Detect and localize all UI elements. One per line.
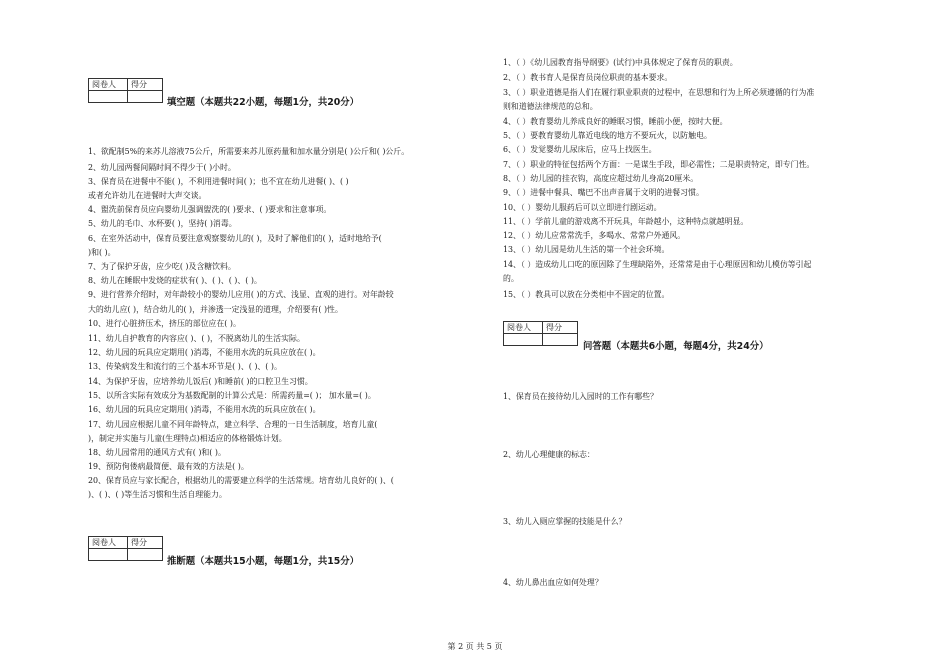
judge-line: 2、（ ）教书育人是保育员岗位职责的基本要求。: [503, 73, 673, 82]
fill-line: 20、保育员应与家长配合，根据幼儿的需要建立科学的生活常规。培育幼儿良好的( )、(: [88, 476, 394, 485]
judge-line: 10、（ ）婴幼儿服药后可以立即进行剧运动。: [503, 203, 662, 212]
judge-line: 11、（ ）学前儿童的游戏离不开玩具，年龄越小，这种特点就越明显。: [503, 217, 749, 226]
fill-line: 12、幼儿园的玩具应定期用( )消毒，不能用水洗的玩具应放在( )。: [88, 348, 321, 357]
fill-line: 10、进行心脏挤压术，挤压的部位应在( )。: [88, 319, 241, 328]
page-number: 第 2 页 共 5 页: [447, 642, 503, 651]
judge-line: 3、（ ）职业道德是指人们在履行职业职责的过程中，在思想和行为上所必须遵循的行为准: [503, 88, 815, 97]
grader-cell: [89, 91, 128, 103]
fill-line: 6、在室外活动中，保育员要注意观察婴幼儿的( )，及时了解他们的( )，适时地给予(: [88, 234, 382, 243]
qa-question: 3、幼儿入厕应掌握的技能是什么？: [503, 517, 627, 526]
fill-line: 大的幼儿应( )，结合幼儿的( )，并渗透一定浅显的道理，介绍要有( )性。: [88, 305, 343, 314]
judge-line: 14、（ ）造成幼儿口吃的原因除了生理缺陷外，还常常是由于心理原因和幼儿模仿等引起: [503, 260, 812, 269]
judge-line: 9、（ ）进餐中餐具、嘴巴不出声音属于文明的进餐习惯。: [503, 188, 704, 197]
fill-line: 13、传染病发生和流行的三个基本环节是( )、( )、( )。: [88, 362, 282, 371]
fill-line: 15、以所含实际有效成分为基数配制的计算公式是：所需药量=( )； 加水量=( )。: [88, 391, 376, 400]
score-cell: [128, 549, 163, 561]
judge-line: 13、（ ）幼儿园是幼儿生活的第一个社会环境。: [503, 245, 670, 254]
fill-section-title: 填空题（本题共22小题，每题1分，共20分）: [167, 97, 359, 108]
fill-line: 4、盥洗前保育员应向婴幼儿强调盥洗的( )要求、( )要求和注意事项。: [88, 205, 332, 214]
fill-line: 16、幼儿园的玩具应定期用( )消毒，不能用水洗的玩具应放在( )。: [88, 405, 321, 414]
fill-line: )，制定并实施与儿童(生理特点)相适应的体格锻炼计划。: [88, 434, 287, 443]
fill-line: )、( )、( )等生活习惯和生活自理能力。: [88, 490, 227, 499]
fill-line: 1、欲配制5%的来苏儿溶液75公斤，所需要来苏儿原药量和加水量分别是( )公斤和( )公斤。: [88, 147, 410, 156]
judge-line: 7、（ ）职业的特征包括两个方面：一是谋生手段，即必需性；二是职责特定，即专门性。: [503, 160, 815, 169]
grader-label: 阅卷人: [89, 79, 128, 91]
fill-line: 9、进行营养介绍时，对年龄较小的婴幼儿应用( )的方式、浅显、直观的进行。对年龄较: [88, 290, 394, 299]
fill-line: )和( )。: [88, 248, 116, 257]
fill-line: 18、幼儿园常用的通风方式有( )和( )。: [88, 448, 226, 457]
grader-label: 阅卷人: [89, 537, 128, 549]
score-label: 得分: [543, 322, 578, 334]
score-box-qa: [503, 321, 578, 346]
grader-cell: [504, 334, 543, 346]
grader-label: 阅卷人: [504, 322, 543, 334]
fill-line: 14、为保护牙齿，应培养幼儿饭后( )和睡前( )的口腔卫生习惯。: [88, 377, 313, 386]
qa-section-title: 问答题（本题共6小题，每题4分，共24分）: [583, 341, 769, 352]
qa-question: 1、保育员在接待幼儿入园时的工作有哪些？: [503, 392, 658, 401]
judge-line: 1、（ ）《幼儿园教育指导纲要》(试行)中具体规定了保育员的职责。: [503, 58, 738, 67]
judge-line: 8、（ ）幼儿园的挂衣钩，高度应超过幼儿身高20厘米。: [503, 174, 699, 183]
judge-line: 12、（ ）幼儿应常常洗手，多喝水、常常户外通风。: [503, 231, 686, 240]
fill-line: 2、幼儿园两餐间隔时间不得少于( )小时。: [88, 163, 236, 172]
score-label: 得分: [128, 79, 163, 91]
fill-line: 11、幼儿自护教育的内容应( )、( )，不脱离幼儿的生活实际。: [88, 334, 305, 343]
score-box-judge: [88, 536, 163, 561]
fill-line: 3、保育员在进餐中不能( )，不利用进餐时间( )；也不宜在幼儿进餐( )、( ): [88, 177, 349, 186]
score-box-fill: [88, 78, 163, 103]
fill-line: 8、幼儿在睡眠中发烧的症状有( )、( )、( )、( )。: [88, 276, 262, 285]
fill-line: 5、幼儿的毛巾、水杯要( )，坚持( )消毒。: [88, 219, 237, 228]
judge-line: 6、（ ）发觉婴幼儿尿床后，应马上找医生。: [503, 145, 657, 154]
fill-line: 19、预防佝偻病最简便、最有效的方法是( )。: [88, 462, 249, 471]
score-cell: [128, 91, 163, 103]
fill-line: 17、幼儿园应根据儿童不同年龄特点，建立科学、合理的一日生活制度，培育儿童(: [88, 420, 378, 429]
judge-line: 4、（ ）教育婴幼儿养成良好的睡眠习惯，睡前小便，按时大便。: [503, 117, 728, 126]
judge-line: 的。: [503, 274, 519, 283]
qa-question: 4、幼儿鼻出血应如何处理？: [503, 578, 603, 587]
grader-cell: [89, 549, 128, 561]
judge-line: 5、（ ）要教育婴幼儿靠近电线的地方不要玩火，以防触电。: [503, 131, 712, 140]
judge-line: 15、（ ）教具可以放在分类柜中不固定的位置。: [503, 290, 670, 299]
fill-line: 7、为了保护牙齿，应少吃( )及含糖饮料。: [88, 262, 236, 271]
score-cell: [543, 334, 578, 346]
fill-line: 或者允许幼儿在进餐时大声交谈。: [88, 191, 207, 200]
score-label: 得分: [128, 537, 163, 549]
judge-section-title: 推断题（本题共15小题，每题1分，共15分）: [167, 556, 359, 567]
qa-question: 2、幼儿心理健康的标志：: [503, 450, 595, 459]
judge-line: 则和道德法律规范的总和。: [503, 102, 598, 111]
